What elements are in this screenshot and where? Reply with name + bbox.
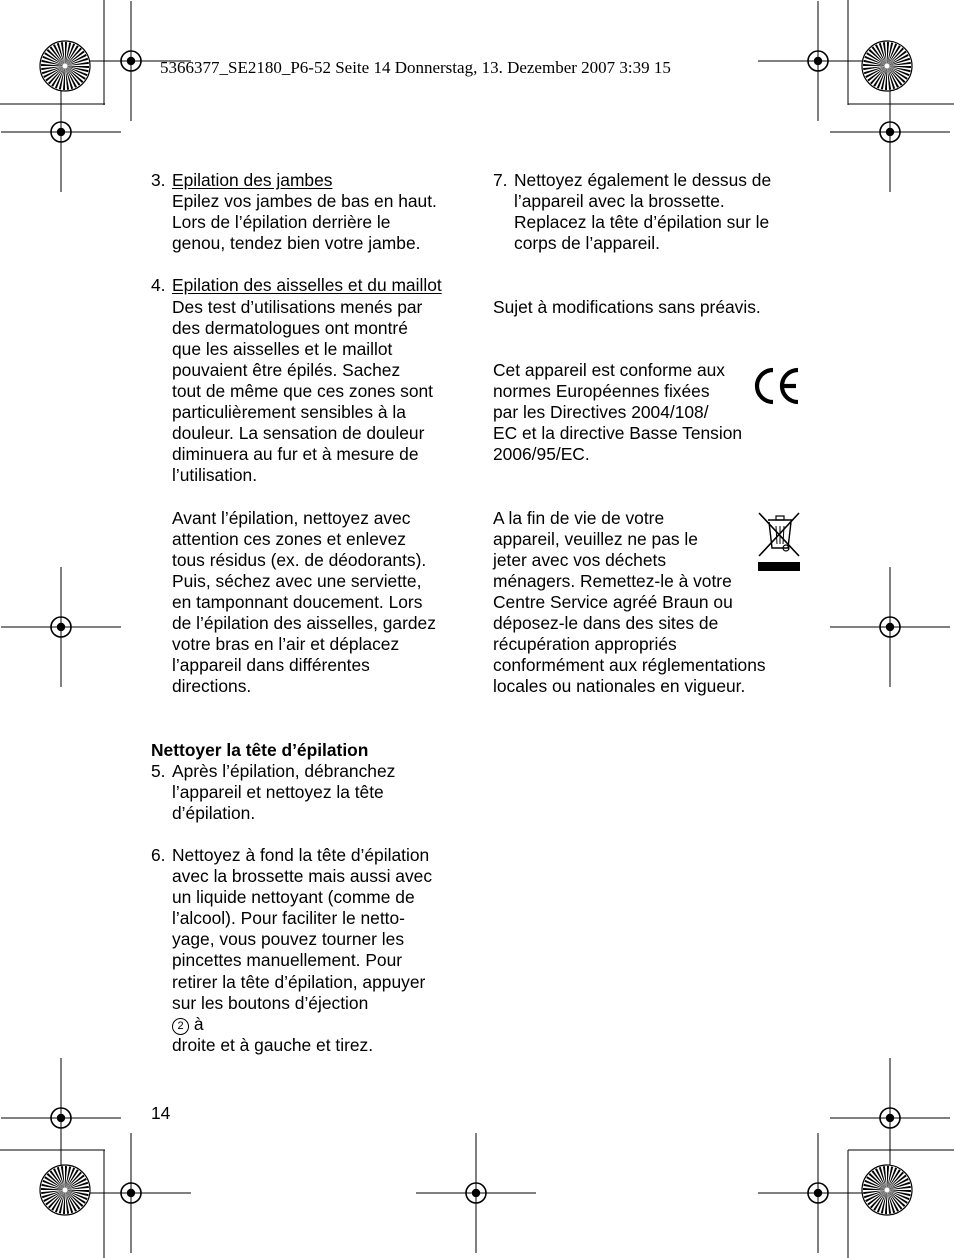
modification-notice: Sujet à modifications sans préavis. (493, 296, 761, 317)
conformity-statement: Cet appareil est conforme aux normes Européennes fixées par les Directives 2004/108/ EC et la directive Basse Tension 2006/95/EC. (493, 359, 743, 465)
registration-mark-icon (1, 567, 121, 687)
step-number: 5. (151, 760, 166, 781)
step-number: 4. (151, 275, 166, 296)
starburst-mark-icon (40, 41, 90, 91)
ce-mark-icon (754, 366, 802, 406)
step-5 (151, 761, 471, 824)
step-number: 3. (151, 170, 166, 190)
print-slug: 5366377_SE2180_P6-52 Seite 14 Donnerstag, 13. Dezember 2007 3:39 15 (160, 58, 671, 77)
registration-mark-icon (1, 1058, 121, 1178)
step-text: Nettoyez à fond la tête d’épilation avec la brossette mais aussi avec un liquide nettoyant (comme de l’alcool). Pour faciliter le netto- yage, vous pouvez tourner les pincettes manuellement. Pour retirer la tête d’épilation, appuyer sur les boutons d’éjection (172, 845, 433, 1013)
step-title: Epilation des jambes (172, 170, 333, 190)
left-column (151, 170, 471, 1056)
figure-reference-badge: 2 (172, 1018, 189, 1035)
step-text-after-ref: à (189, 1013, 204, 1034)
step-text: Nettoyez également le dessus de l’appareil avec la brossette. Replacez la tête d’épilation sur le corps de l’appareil. (514, 170, 772, 254)
starburst-mark-icon (40, 1165, 90, 1215)
step-number: 7. (493, 170, 508, 190)
crossed-out-bin-icon (756, 510, 802, 576)
registration-mark-icon (416, 1133, 536, 1253)
starburst-mark-icon (862, 1165, 912, 1215)
step-title: Epilation des aisselles et du maillot (172, 275, 442, 296)
step-text: Après l’épilation, débranchez l’appareil et nettoyez la tête d’épilation. (172, 760, 396, 823)
step-text-end: droite et à gauche et tirez. (172, 1034, 374, 1055)
starburst-mark-icon (862, 41, 912, 91)
registration-mark-icon (758, 1133, 878, 1253)
registration-mark-icon (830, 567, 950, 687)
step-text-continued: Avant l’épilation, nettoyez avec attention ces zones et enlevez tous résidus (ex. de déodorants). Puis, séchez avec une serviette, en tamponnant doucement. Lors de l’épilation des aisselles, gardez votre bras en l’air et déplacez l’appareil dans différentes directions. (172, 507, 436, 697)
registration-mark-icon (758, 1, 878, 121)
step-4 (151, 275, 471, 697)
section-heading: Nettoyer la tête d’épilation (151, 739, 369, 760)
step-text: Epilez vos jambes de bas en haut. Lors de l’épilation derrière le genou, tendez bien votre jambe. (172, 191, 437, 254)
page-number: 14 (151, 1103, 171, 1123)
step-7 (493, 170, 803, 254)
step-text: Des test d’utilisations menés par des dermatologues ont montré que les aisselles et le maillot pouvaient être épilés. Sachez tout de même que ces zones sont particulièrement sensibles à la douleur. La sensation de douleur diminuera au fur et à mesure de l’utilisation. (172, 296, 434, 486)
step-3 (151, 170, 471, 254)
right-column (493, 170, 803, 697)
disposal-instructions: A la fin de vie de votre appareil, veuillez ne pas le jeter avec vos déchets ménagers. Remettez-le à votre Centre Service agréé Braun ou déposez-le dans des sites de récupération appropriés conformément aux réglementations locales ou nationales en vigueur. (493, 507, 766, 697)
step-number: 6. (151, 845, 166, 865)
step-6 (151, 845, 471, 1056)
